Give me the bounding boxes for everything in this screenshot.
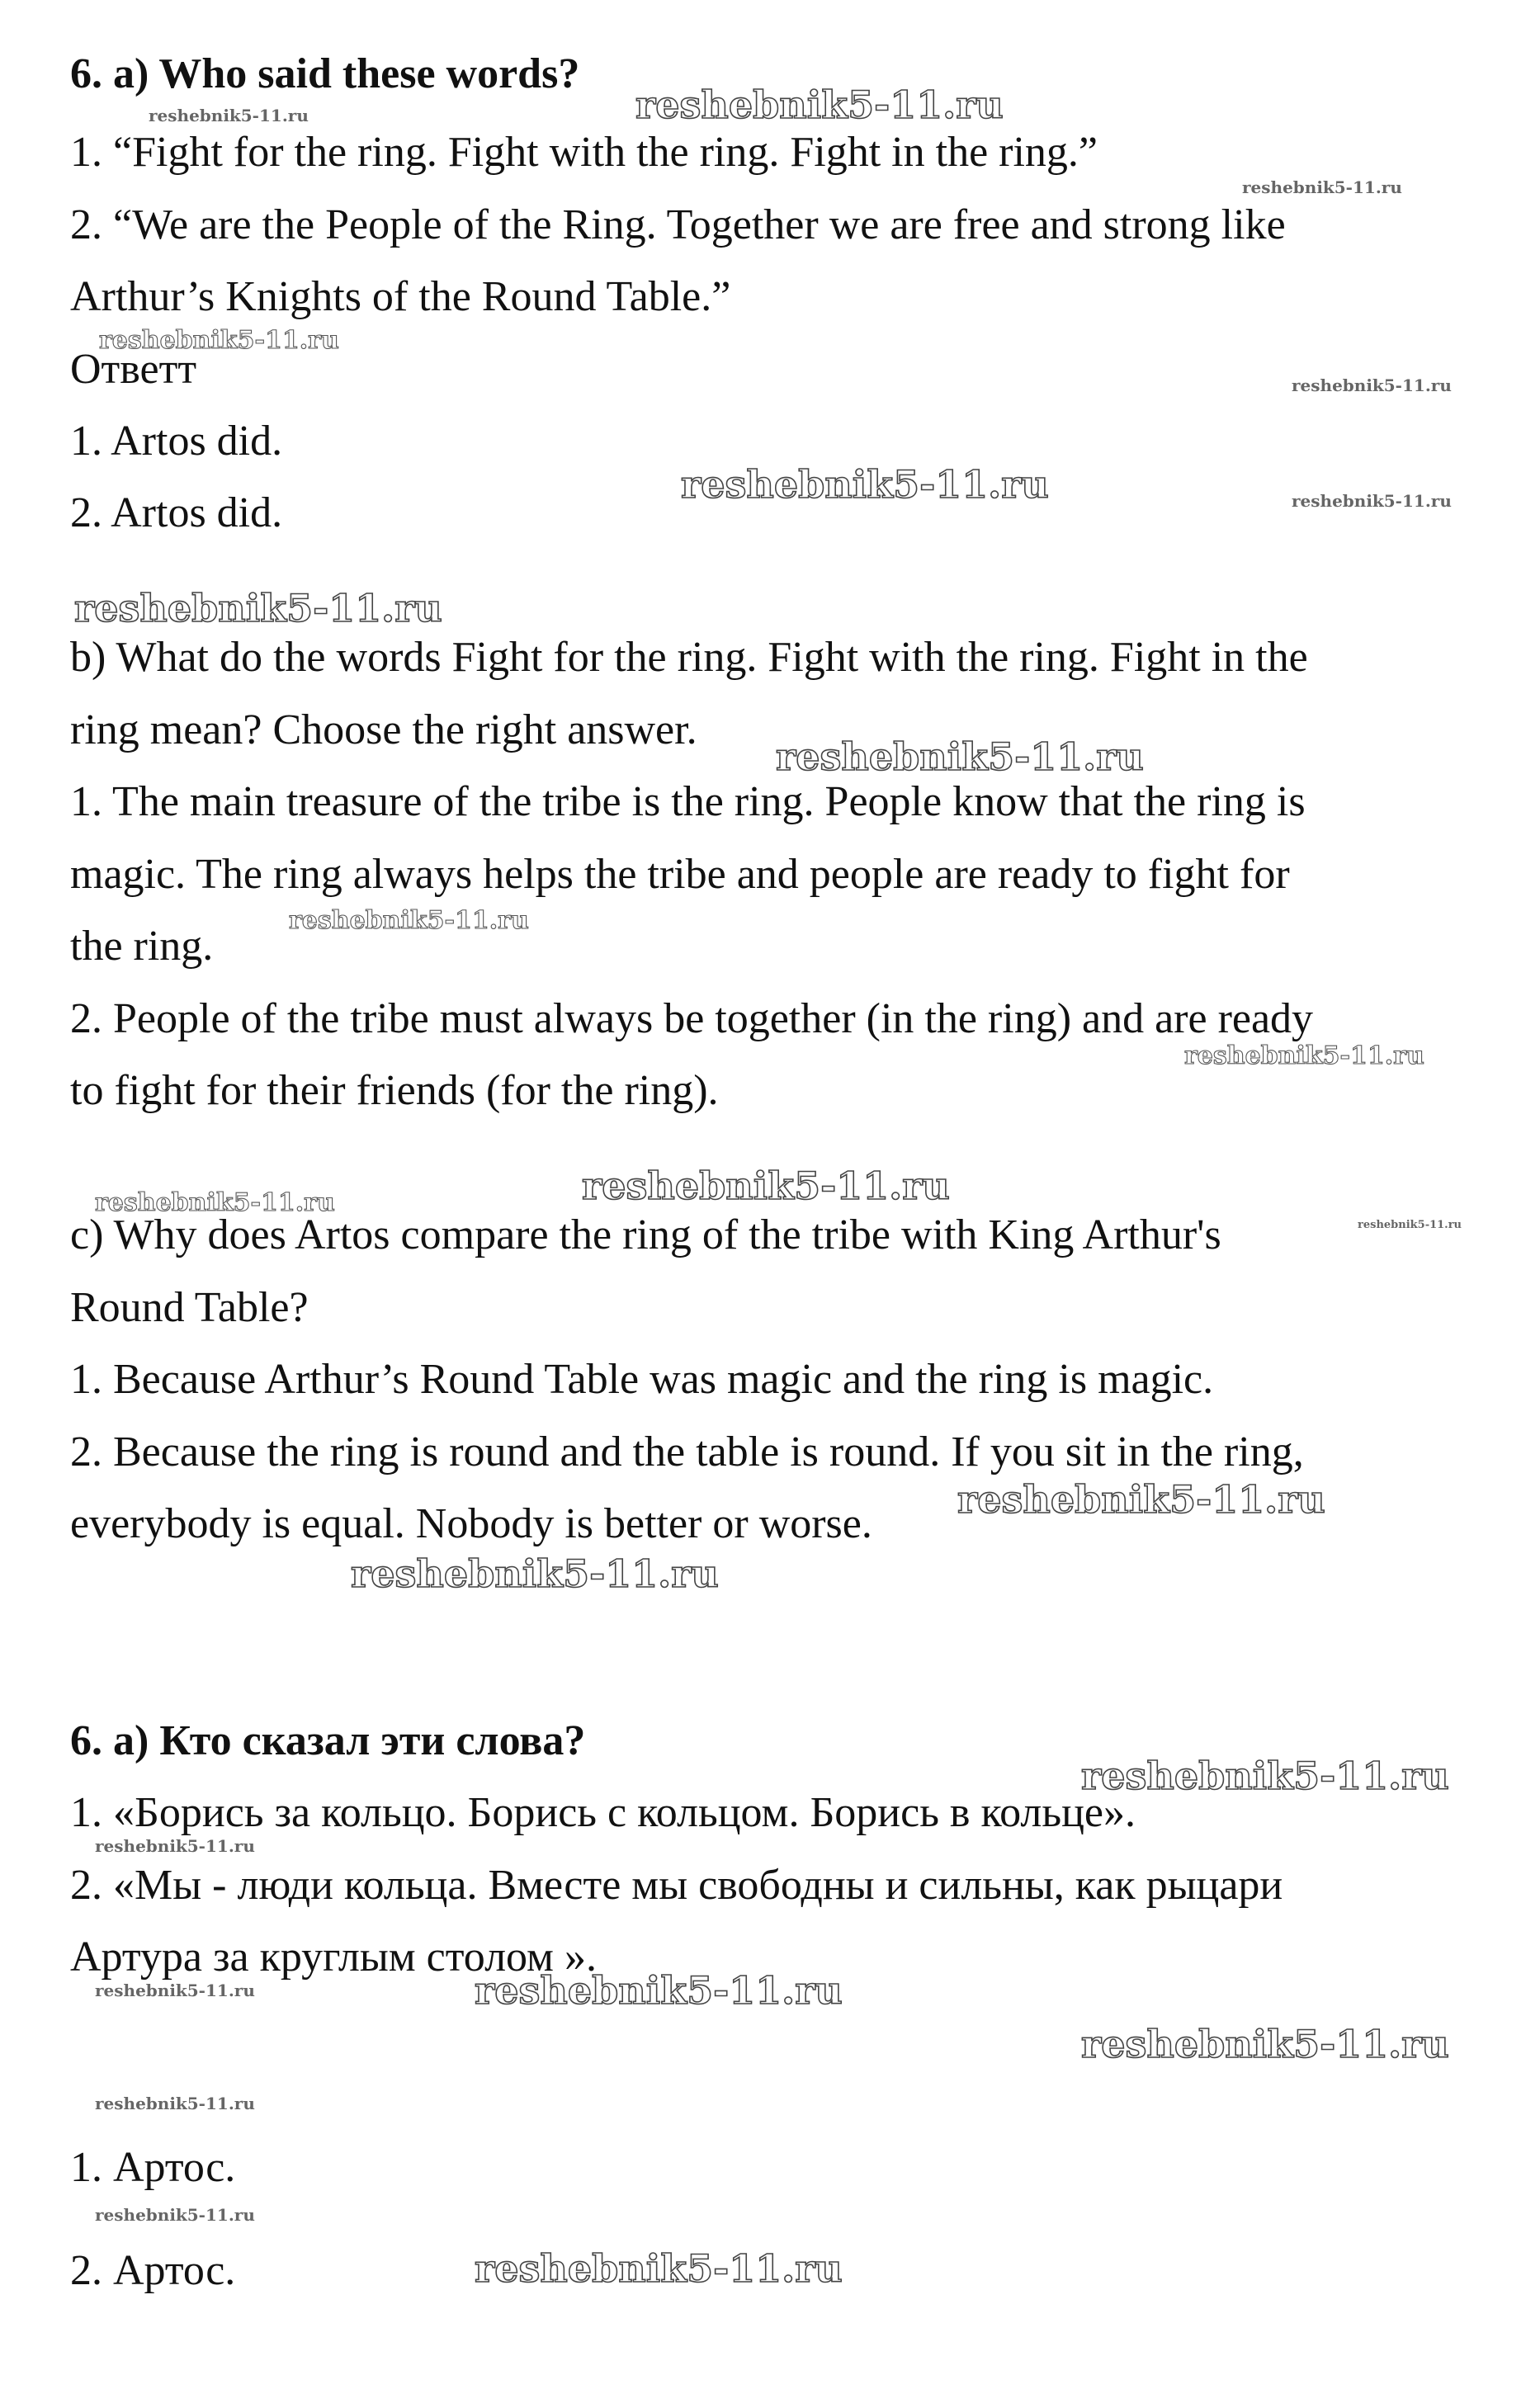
b-option-1-line-1: 1. The main treasure of the tribe is the ring. People know that the ring is [70, 778, 1306, 825]
quote-2-line-2: Arthur’s Knights of the Round Table.” [70, 273, 731, 320]
section-b-line-1: b) What do the words Fight for the ring. Fight with the ring. Fight in the [70, 634, 1308, 681]
watermark: reshebnik5-11.ru [635, 83, 1004, 127]
watermark: reshebnik5-11.ru [95, 2205, 255, 2225]
watermark: reshebnik5-11.ru [1184, 1041, 1424, 1070]
watermark: reshebnik5-11.ru [149, 106, 309, 125]
b-option-2-line-1: 2. People of the tribe must always be together (in the ring) and are ready [70, 995, 1314, 1042]
russian-answer-2: 2. Артос. [70, 2247, 236, 2294]
answer-label: Ответт [70, 346, 197, 393]
answer-2: 2. Artos did. [70, 489, 283, 536]
section-a-heading: 6. a) Who said these words? [70, 50, 580, 97]
watermark: reshebnik5-11.ru [1081, 1754, 1449, 1798]
watermark: reshebnik5-11.ru [681, 462, 1049, 507]
c-option-2-line-2: everybody is equal. Nobody is better or worse. [70, 1500, 872, 1547]
russian-answer-1: 1. Артос. [70, 2144, 236, 2191]
b-option-1-line-3: the ring. [70, 923, 214, 970]
watermark: reshebnik5-11.ru [1358, 1219, 1462, 1231]
watermark: reshebnik5-11.ru [351, 1551, 719, 1596]
watermark: reshebnik5-11.ru [99, 326, 339, 355]
watermark: reshebnik5-11.ru [1292, 375, 1452, 395]
watermark: reshebnik5-11.ru [957, 1477, 1325, 1522]
russian-quote-1: 1. «Борись за кольцо. Борись с кольцом. Борись в кольце». [70, 1789, 1136, 1836]
watermark: reshebnik5-11.ru [1292, 491, 1452, 511]
watermark: reshebnik5-11.ru [95, 1981, 255, 2000]
watermark: reshebnik5-11.ru [95, 2094, 255, 2113]
watermark: reshebnik5-11.ru [475, 1968, 843, 2013]
russian-quote-2-line-2: Артура за круглым столом ». [70, 1933, 597, 1981]
watermark: reshebnik5-11.ru [582, 1164, 950, 1208]
section-b-line-2: ring mean? Choose the right answer. [70, 706, 697, 753]
watermark: reshebnik5-11.ru [74, 586, 442, 630]
russian-heading: 6. а) Кто сказал эти слова? [70, 1717, 586, 1764]
watermark: reshebnik5-11.ru [95, 1836, 255, 1856]
quote-1: 1. “Fight for the ring. Fight with the ring. Fight in the ring.” [70, 129, 1098, 176]
watermark: reshebnik5-11.ru [95, 1188, 335, 1217]
watermark: reshebnik5-11.ru [776, 734, 1144, 779]
b-option-1-line-2: magic. The ring always helps the tribe and people are ready to fight for [70, 851, 1290, 898]
watermark: reshebnik5-11.ru [1242, 177, 1402, 197]
watermark: reshebnik5-11.ru [475, 2246, 843, 2291]
russian-quote-2-line-1: 2. «Мы - люди кольца. Вместе мы свободны и сильны, как рыцари [70, 1862, 1283, 1909]
quote-2-line-1: 2. “We are the People of the Ring. Together we are free and strong like [70, 201, 1286, 248]
b-option-2-line-2: to fight for their friends (for the ring). [70, 1067, 719, 1114]
watermark: reshebnik5-11.ru [289, 906, 529, 935]
section-c-line-2: Round Table? [70, 1284, 309, 1331]
watermark: reshebnik5-11.ru [1081, 2022, 1449, 2066]
answer-1: 1. Artos did. [70, 418, 283, 465]
c-option-1: 1. Because Arthur’s Round Table was magic and the ring is magic. [70, 1356, 1214, 1403]
c-option-2-line-1: 2. Because the ring is round and the table is round. If you sit in the ring, [70, 1428, 1304, 1475]
section-c-line-1: c) Why does Artos compare the ring of the tribe with King Arthur's [70, 1211, 1221, 1258]
